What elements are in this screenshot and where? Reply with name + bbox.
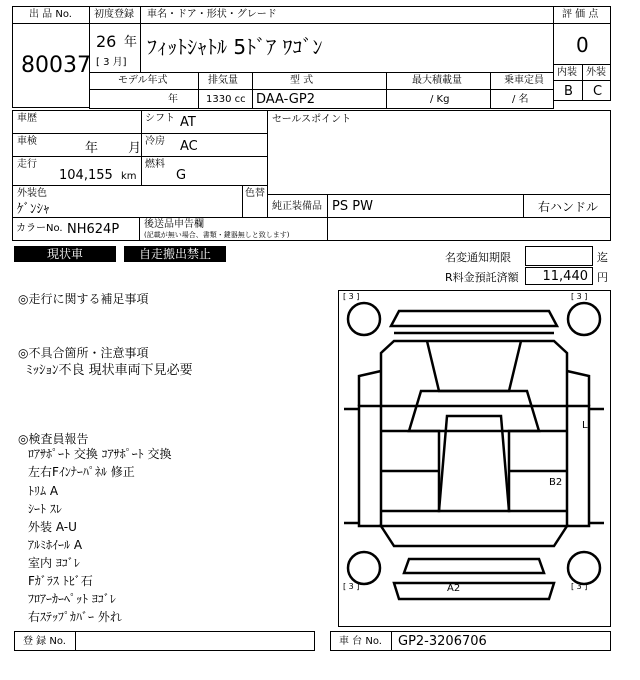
type-value: DAA-GP2 [256,92,315,107]
name-change-unit: 迄 [597,251,608,264]
reg-no-label: 登 録 No. [23,636,66,647]
shift-label: シフト [145,113,175,124]
tire-tread-fr: [ 3 ] [571,292,588,301]
damage-mark-l: L [582,420,588,431]
lot-number-cell [12,23,90,108]
interior-label-cell [553,64,583,81]
handle-value: 右ハンドル [538,200,599,214]
tire-tread-rl: [ 3 ] [343,582,360,591]
car-label: 車名・ドア・形状・グレード [147,9,277,20]
history-label: 車歴 [17,113,37,124]
defects-title: ◎不具合箇所・注意事項 [18,346,149,360]
damage-mark-b2: B2 [549,477,563,488]
ac-cell [141,133,268,157]
tire-tread-rr: [ 3 ] [571,582,588,591]
later-docs-label: 後送品申告欄 [144,219,204,230]
damage-mark-a2: A2 [447,583,461,594]
model-year-label: モデル年式 [118,75,168,86]
year-cell [89,23,141,73]
interior-grade: B [564,84,573,99]
displacement-value: 1330 cc [206,94,246,105]
grade-label-cell [553,6,611,24]
name-change-label: 名変通知期限 [445,251,511,264]
car-diagram [338,290,611,627]
mileage-unit: km [121,171,137,182]
std-equip-cell [327,194,524,218]
chassis-label-cell [330,631,392,651]
interior-grade-cell [553,80,583,101]
spec-value-row [89,89,554,109]
sales-point-label: セールスポイント [272,114,352,125]
mileage-cell [12,156,142,186]
inspector-item: ﾛｱｻﾎﾟｰﾄ 交換 ｺｱｻﾎﾟｰﾄ 交換 [28,447,172,461]
later-docs-note: (記載が無い場合、書類・鍵器無しと致します) [144,231,290,239]
reg-no-cell [75,631,315,651]
recycle-unit: 円 [597,271,608,284]
as-is-badge: 現状車 [14,246,116,262]
car-outline [339,291,610,626]
interior-label: 内装 [557,67,577,78]
recycle-box [525,267,593,285]
fuel-cell [141,156,268,186]
mileage-label: 走行 [17,159,37,170]
mileage-value: 104,155 [59,168,113,183]
year-value: 26 [96,32,117,51]
ext-color-cell [12,185,243,218]
exterior-label-cell [582,64,611,81]
later-docs-value-cell [327,217,611,241]
grade-cell [553,23,611,65]
color-no-value: NH624P [67,222,120,237]
inspector-item: 右ｽﾃｯﾌﾟｶﾊﾞｰ 外れ [28,610,122,624]
reg-no-label-cell [14,631,76,651]
chassis-label: 車 台 No. [339,636,382,647]
type-label: 型 式 [290,75,314,86]
inspector-item: 外装 A-U [28,520,77,534]
color-change-cell [242,185,268,218]
ext-color-label: 外装色 [17,188,47,199]
first-reg-cell [89,6,141,24]
car-name: ﾌｨｯﾄｼｬﾄﾙ 5ﾄﾞｱ ﾜｺﾞﾝ [147,35,323,59]
ac-value: AC [180,139,198,154]
no-self-drive-badge: 自走搬出禁止 [124,246,226,262]
inspection-value: 年 月 [85,141,142,156]
grade-value: 0 [576,33,589,57]
defect-item: ﾐｯｼｮﾝ不良 現状車両下見必要 [26,363,193,378]
car-label-cell [140,6,554,24]
car-name-cell [140,23,554,73]
year-unit: 年 [124,35,138,50]
std-equip-value: PS PW [332,199,373,214]
inspection-label: 車検 [17,136,37,147]
color-no-label: カラーNo. [16,223,63,234]
grade-label: 評 価 点 [562,9,599,20]
exterior-label: 外装 [586,67,606,78]
inspector-item: 室内 ﾖｺﾞﾚ [28,556,80,570]
handle-cell [523,194,611,218]
tire-tread-fl: [ 3 ] [343,292,360,301]
inspector-item: ｼｰﾄ ｽﾚ [28,502,62,516]
lot-label: 出 品 No. [29,9,72,20]
ext-color-value: ｹﾞﾝｼｬ [17,202,50,217]
recycle-label: R料金預託済額 [445,271,519,284]
exterior-grade-cell [582,80,611,101]
chassis-no: GP2-3206706 [398,634,487,649]
shift-value: AT [180,115,196,130]
later-docs-cell [139,217,328,241]
recycle-amount: 11,440 [542,269,588,284]
displacement-label: 排気量 [208,75,238,86]
fuel-value: G [176,168,187,183]
fuel-label: 燃料 [145,159,165,170]
model-year-unit: 年 [168,94,178,105]
capacity-value: / 名 [512,94,529,105]
inspector-item: 左右Fｲﾝﾅｰﾊﾟﾈﾙ 修正 [28,465,135,479]
std-equip-label-cell [267,194,328,218]
inspector-item: ﾄﾘﾑ A [28,484,59,498]
inspection-cell [12,133,142,157]
max-load-label: 最大積載量 [412,75,462,86]
first-reg-label: 初度登録 [94,9,134,20]
color-change-label: 色替 [245,188,265,199]
inspector-item: ﾌﾛｱｰｶｰﾍﾟｯﾄ ﾖｺﾞﾚ [28,592,116,606]
supplement-title: ◎走行に関する補足事項 [18,292,149,306]
inspector-title: ◎検査員報告 [18,432,89,446]
inspector-item: Fｶﾞﾗｽ ﾄﾋﾞ石 [28,574,93,588]
sales-point-cell [267,110,611,195]
lot-number: 80037 [21,53,91,78]
name-change-box [525,246,593,266]
lot-label-cell [12,6,90,24]
ac-label: 冷房 [145,136,165,147]
inspector-item: ｱﾙﾐﾎｲｰﾙ A [28,538,83,552]
capacity-label: 乗車定員 [504,75,544,86]
std-equip-label: 純正装備品 [272,201,322,212]
history-cell [12,110,142,134]
max-load-value: / Kg [430,94,450,105]
shift-cell [141,110,268,134]
reg-month: [ 3 月] [96,57,127,68]
exterior-grade: C [593,84,603,99]
chassis-cell [391,631,611,651]
color-no-cell [12,217,140,241]
